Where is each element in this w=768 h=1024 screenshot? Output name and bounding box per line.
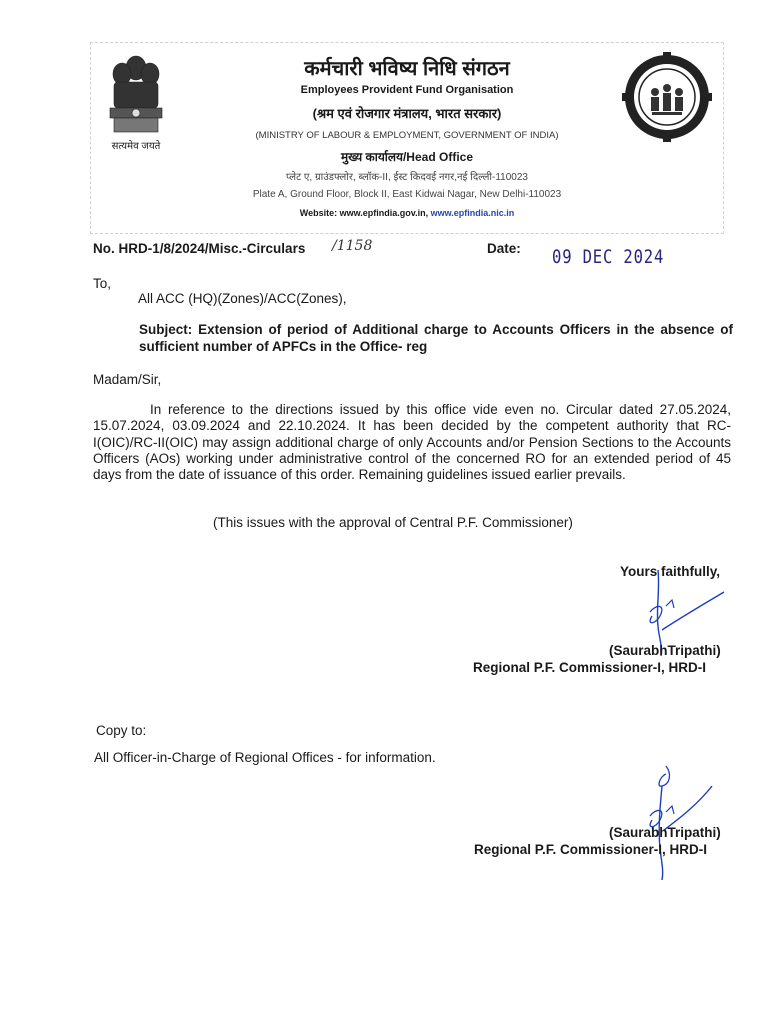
body-paragraph: In reference to the directions issued by this office vide even no. Circular dated 27.05.2024, 15.07.2024, 03.09.2024 and 22.10.2024. It has been decided by the competent authority that RC-I(OIC)/RC-II(OIC) may assign additional charge of only Accounts and/or Pension Sections to the Accounts Officers (AOs) working under administrative control of the concerned RO for an extended period of 45 days from the date of issuance of this order. Remaining guidelines issued earlier prevails. bbox=[93, 402, 731, 483]
subject-line: Subject: Extension of period of Additional charge to Accounts Officers in the absence of sufficient number of APFCs in the Office- reg bbox=[139, 322, 733, 354]
signatory-designation: Regional P.F. Commissioner-I, HRD-I bbox=[473, 660, 707, 675]
salutation: Madam/Sir, bbox=[93, 372, 162, 387]
closing-line: Yours faithfully, bbox=[620, 564, 721, 579]
address-hindi: प्लेट ए, ग्राउंडफ्लोर, ब्लॉक-II, ईस्ट किदवई नगर,नई दिल्ली-110023 bbox=[286, 172, 528, 183]
org-english-title: Employees Provident Fund Organisation bbox=[300, 84, 514, 96]
signatory-name: (SaurabhTripathi) bbox=[609, 643, 721, 658]
reference-number: No. HRD-1/8/2024/Misc.-Circulars bbox=[93, 241, 306, 256]
address-english: Plate A, Ground Floor, Block II, East Kidwai Nagar, New Delhi-110023 bbox=[252, 189, 562, 200]
org-hindi-title: कर्मचारी भविष्य निधि संगठन bbox=[304, 58, 510, 80]
to-label: To, bbox=[93, 276, 112, 291]
emblem-motto: सत्यमेव जयते bbox=[111, 141, 161, 152]
ministry-english: (MINISTRY OF LABOUR & EMPLOYMENT, GOVERNMENT OF INDIA) bbox=[255, 130, 559, 141]
approval-note: (This issues with the approval of Central P.F. Commissioner) bbox=[213, 515, 573, 530]
signatory-designation-2: Regional P.F. Commissioner-I, HRD-I bbox=[474, 842, 708, 857]
epfo-logo-icon bbox=[622, 52, 712, 142]
website-line bbox=[200, 208, 614, 218]
signature-2 bbox=[636, 764, 732, 882]
website-alternate: www.epfindia.nic.in bbox=[430, 208, 515, 218]
date-label: Date: bbox=[487, 241, 521, 256]
copy-to-recipients: All Officer-in-Charge of Regional Offices - for information. bbox=[94, 750, 436, 765]
ministry-hindi: (श्रम एवं रोजगार मंत्रालय, भारत सरकार) bbox=[312, 106, 502, 121]
head-office-label: मुख्य कार्यालय/Head Office bbox=[341, 150, 473, 164]
date-stamp: 09 DEC 2024 bbox=[552, 246, 665, 268]
website-primary: Website: www.epfindia.gov.in, bbox=[299, 208, 429, 218]
copy-to-label: Copy to: bbox=[96, 723, 147, 738]
signatory-name-2: (SaurabhTripathi) bbox=[609, 825, 721, 840]
reference-handwritten-number: /1158 bbox=[332, 238, 373, 254]
recipient-line: All ACC (HQ)(Zones)/ACC(Zones), bbox=[138, 291, 347, 306]
